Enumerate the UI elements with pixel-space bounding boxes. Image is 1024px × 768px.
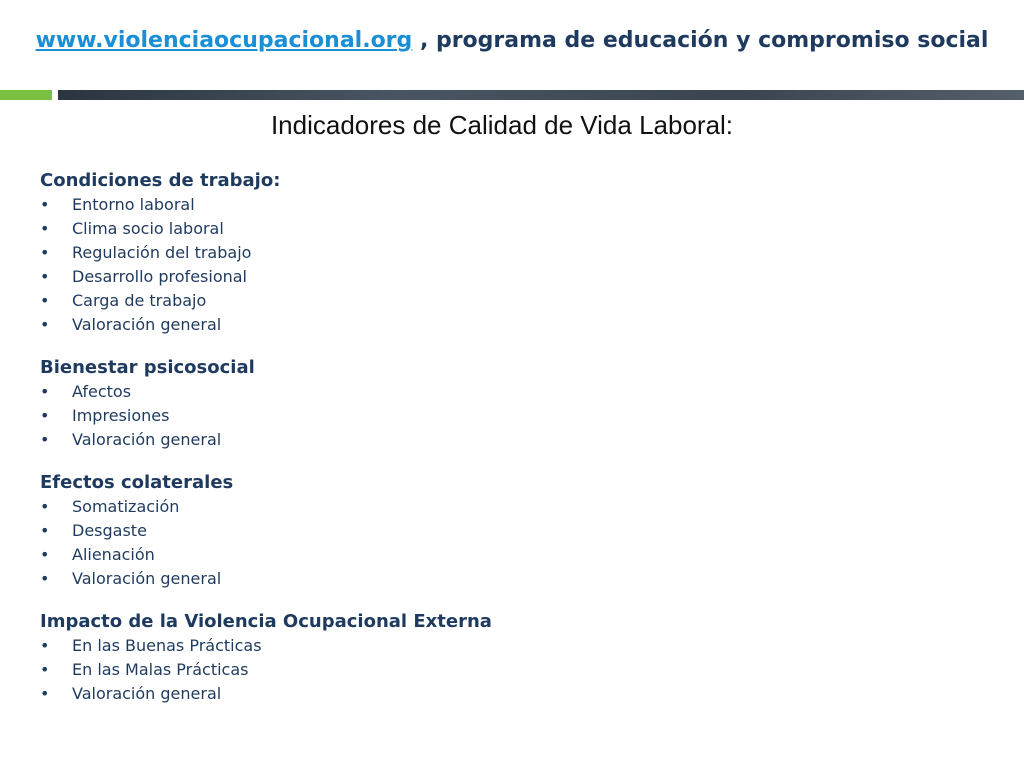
list-item: • Carga de trabajo	[40, 289, 640, 313]
list-item: • Valoración general	[40, 428, 640, 452]
list-item: • Entorno laboral	[40, 193, 640, 217]
bullet-icon: •	[40, 660, 50, 679]
website-link[interactable]: www.violenciaocupacional.org	[35, 28, 413, 53]
list-item: • Valoración general	[40, 682, 640, 706]
list-item: • Desarrollo profesional	[40, 265, 640, 289]
accent-bar-dark	[58, 90, 1024, 100]
accent-bar-green	[0, 90, 52, 100]
bullet-list	[40, 380, 640, 452]
list-item: • Somatización	[40, 495, 640, 519]
list-item: • Alienación	[40, 543, 640, 567]
section-title: Bienestar psicosocial	[40, 357, 255, 378]
bullet-icon: •	[40, 291, 50, 310]
list-item: • En las Buenas Prácticas	[40, 634, 640, 658]
section-title: Condiciones de trabajo:	[40, 170, 281, 191]
bullet-icon: •	[40, 315, 50, 334]
bullet-icon: •	[40, 684, 50, 703]
header-line	[0, 28, 1024, 53]
slide-title: Indicadores de Calidad de Vida Laboral:	[270, 110, 734, 140]
section-condiciones	[40, 168, 640, 337]
list-item: • Desgaste	[40, 519, 640, 543]
bullet-list	[40, 193, 640, 337]
bullet-icon: •	[40, 406, 50, 425]
bullet-icon: •	[40, 636, 50, 655]
bullet-icon: •	[40, 267, 50, 286]
header-tagline: , programa de educación y compromiso social	[412, 28, 989, 53]
bullet-icon: •	[40, 430, 50, 449]
bullet-icon: •	[40, 497, 50, 516]
bullet-icon: •	[40, 219, 50, 238]
bullet-icon: •	[40, 521, 50, 540]
bullet-list	[40, 495, 640, 591]
list-item: • Clima socio laboral	[40, 217, 640, 241]
list-item: • Valoración general	[40, 567, 640, 591]
section-efectos	[40, 470, 640, 591]
content-area	[40, 168, 640, 724]
bullet-icon: •	[40, 243, 50, 262]
bullet-list	[40, 634, 640, 706]
section-title: Efectos colaterales	[40, 472, 234, 493]
list-item: • Regulación del trabajo	[40, 241, 640, 265]
section-impacto	[40, 609, 640, 706]
list-item: • En las Malas Prácticas	[40, 658, 640, 682]
bullet-icon: •	[40, 545, 50, 564]
bullet-icon: •	[40, 195, 50, 214]
section-title: Impacto de la Violencia Ocupacional Externa	[40, 611, 492, 632]
bullet-icon: •	[40, 569, 50, 588]
list-item: • Afectos	[40, 380, 640, 404]
list-item: • Impresiones	[40, 404, 640, 428]
list-item: • Valoración general	[40, 313, 640, 337]
bullet-icon: •	[40, 382, 50, 401]
section-bienestar	[40, 355, 640, 452]
